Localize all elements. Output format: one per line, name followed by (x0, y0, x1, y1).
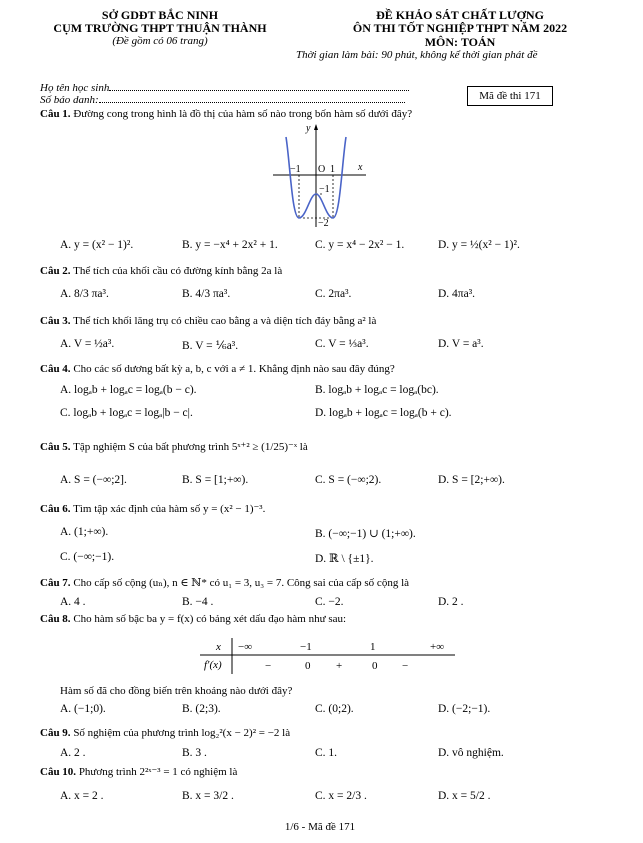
question-number: Câu 5. (40, 441, 71, 453)
q10-option-c[interactable]: C. x = 2/3 . (315, 790, 367, 802)
graph-min2-label: −2 (318, 218, 329, 229)
q9-option-c[interactable]: C. 1. (315, 747, 338, 759)
question-number: Câu 4. (40, 363, 71, 375)
question-text: Thể tích khối lăng trụ có chiều cao bằng a và diện tích đáy bằng a² là (73, 315, 377, 327)
student-name-label: Họ tên học sinh (40, 82, 110, 94)
q4-option-d[interactable]: D. logₐb + logₐc = logₐ(b + c). (315, 407, 452, 419)
q8-option-c[interactable]: C. (0;2). (315, 703, 354, 715)
question-number: Câu 6. (40, 503, 71, 515)
question-number: Câu 10. (40, 766, 77, 778)
graph-y-label: y (306, 123, 311, 134)
q3-option-b[interactable]: B. V = ⅙a³. (182, 340, 239, 352)
q9-option-d[interactable]: D. vô nghiệm. (438, 747, 504, 759)
question-text: Phương trình 2²ˣ⁻³ = 1 có nghiệm là (78, 766, 238, 778)
q7-option-d[interactable]: D. 2 . (438, 596, 464, 608)
q1-option-a[interactable]: A. y = (x² − 1)². (60, 239, 134, 251)
q2-option-b[interactable]: B. 4/3 πa³. (182, 288, 231, 300)
page-footer: 1/6 - Mã đề 171 (284, 821, 356, 833)
question-4 (40, 363, 395, 375)
question-number: Câu 8. (40, 613, 71, 625)
q3-option-c[interactable]: C. V = ⅓a³. (315, 338, 369, 350)
q10-option-a[interactable]: A. x = 2 . (60, 790, 104, 802)
exam-subtitle: ÔN THI TỐT NGHIỆP THPT NĂM 2022 (352, 21, 568, 35)
q7-option-b[interactable]: B. −4 . (182, 596, 214, 608)
q4-option-a[interactable]: A. logₐb + logₐc = logₐ(b − c). (60, 384, 197, 396)
question-text: Tìm tập xác định của hàm số y = (x² − 1)⁻³. (73, 503, 266, 515)
table-x-label: x (216, 641, 221, 653)
q9-option-b[interactable]: B. 3 . (182, 747, 207, 759)
question-number: Câu 9. (40, 727, 71, 739)
question-5 (40, 440, 308, 453)
student-id-line (40, 94, 405, 106)
question-text: Cho các số dương bất kỳ a, b, c với a ≠ 1. Khẳng định nào sau đây đúng? (73, 363, 395, 375)
question-text: Số nghiệm của phương trình log₂²(x − 2)² = −2 là (73, 727, 291, 739)
q3-option-a[interactable]: A. V = ½a³. (60, 338, 115, 350)
table-sign-3: + (336, 660, 343, 672)
table-x-neg1: −1 (300, 641, 312, 653)
q6-option-c[interactable]: C. (−∞;−1). (60, 551, 115, 563)
department-name: SỞ GDĐT BẮC NINH (101, 8, 219, 22)
q2-option-c[interactable]: C. 2πa³. (315, 288, 352, 300)
q6-option-a[interactable]: A. (1;+∞). (60, 526, 109, 538)
question-text: Đường cong trong hình là đồ thị của hàm số nào trong bốn hàm số dưới đây? (73, 108, 413, 120)
q10-option-b[interactable]: B. x = 3/2 . (182, 790, 234, 802)
question-2 (40, 265, 282, 277)
q1-option-c[interactable]: C. y = x⁴ − 2x² − 1. (315, 239, 405, 251)
q6-option-d[interactable]: D. ℝ \ {±1}. (315, 553, 374, 565)
table-sign-2: 0 (305, 660, 311, 672)
q8-option-d[interactable]: D. (−2;−1). (438, 703, 491, 715)
question-number: Câu 2. (40, 265, 71, 277)
table-x-posinf: +∞ (430, 641, 445, 653)
table-sign-1: − (265, 660, 272, 672)
q9-option-a[interactable]: A. 2 . (60, 747, 86, 759)
graph-origin: O (318, 164, 326, 175)
q1-graph (268, 122, 368, 232)
question-10 (40, 765, 237, 778)
question-6 (40, 502, 265, 515)
exam-code-box: Mã đề thi 171 (467, 86, 553, 106)
table-sign-5: − (402, 660, 409, 672)
question-text: Cho cấp số cộng (uₙ), n ∈ ℕ* có u₁ = 3, u₃ = 7. Công sai của cấp số cộng là (73, 577, 410, 589)
table-x-neginf: −∞ (238, 641, 253, 653)
q3-option-d[interactable]: D. V = a³. (438, 338, 484, 350)
time-note: Thời gian làm bài: 90 phút, không kể thời gian phát đề (296, 49, 538, 61)
table-x-1: 1 (370, 641, 376, 653)
q7-option-a[interactable]: A. 4 . (60, 596, 86, 608)
q1-option-d[interactable]: D. y = ½(x² − 1)². (438, 239, 520, 251)
question-9 (40, 727, 290, 739)
graph-tick-1: 1 (330, 164, 335, 175)
graph-tick-neg1: −1 (290, 164, 301, 175)
q5-option-a[interactable]: A. S = (−∞;2]. (60, 474, 127, 486)
q4-option-c[interactable]: C. logₐb + logₐc = logₐ|b − c|. (60, 407, 193, 419)
pages-note: (Đề gồm có 06 trang) (112, 35, 208, 47)
table-sign-4: 0 (372, 660, 378, 672)
question-number: Câu 1. (40, 108, 71, 120)
exam-title: ĐỀ KHẢO SÁT CHẤT LƯỢNG (376, 8, 544, 22)
q4-option-b[interactable]: B. logₐb + logₐc = logₐ(bc). (315, 384, 439, 396)
graph-min-label: −1 (319, 184, 330, 195)
question-number: Câu 3. (40, 315, 71, 327)
question-1 (40, 108, 412, 120)
q7-option-c[interactable]: C. −2. (315, 596, 344, 608)
q5-option-d[interactable]: D. S = [2;+∞). (438, 474, 505, 486)
q2-option-d[interactable]: D. 4πa³. (438, 288, 476, 300)
question-3 (40, 315, 376, 327)
sign-table (200, 636, 460, 676)
q6-option-b[interactable]: B. (−∞;−1) ∪ (1;+∞). (315, 528, 416, 540)
question-text: Tập nghiệm S của bất phương trình 5ˣ⁺² ≥ (1/25)⁻ˣ là (73, 441, 308, 453)
subject: MÔN: TOÁN (424, 35, 496, 49)
q8-followup: Hàm số đã cho đồng biến trên khoảng nào dưới đây? (60, 685, 293, 697)
question-7 (40, 576, 409, 589)
q8-option-a[interactable]: A. (−1;0). (60, 703, 106, 715)
q10-option-d[interactable]: D. x = 5/2 . (438, 790, 491, 802)
q1-option-b[interactable]: B. y = −x⁴ + 2x² + 1. (182, 239, 278, 251)
q5-option-c[interactable]: C. S = (−∞;2). (315, 474, 382, 486)
q2-option-a[interactable]: A. 8/3 πa³. (60, 288, 109, 300)
q8-option-b[interactable]: B. (2;3). (182, 703, 221, 715)
student-name-line (40, 82, 409, 94)
cluster-name: CỤM TRƯỜNG THPT THUẬN THÀNH (53, 21, 267, 35)
table-fprime-label: f′(x) (204, 659, 222, 671)
student-id-label: Số báo danh: (40, 94, 99, 106)
question-number: Câu 7. (40, 577, 71, 589)
question-text: Cho hàm số bậc ba y = f(x) có bảng xét dấu đạo hàm như sau: (73, 613, 347, 625)
question-8 (40, 613, 346, 625)
q5-option-b[interactable]: B. S = [1;+∞). (182, 474, 249, 486)
graph-x-label: x (358, 162, 363, 173)
question-text: Thể tích của khối cầu có đường kính bằng 2a là (73, 265, 283, 277)
